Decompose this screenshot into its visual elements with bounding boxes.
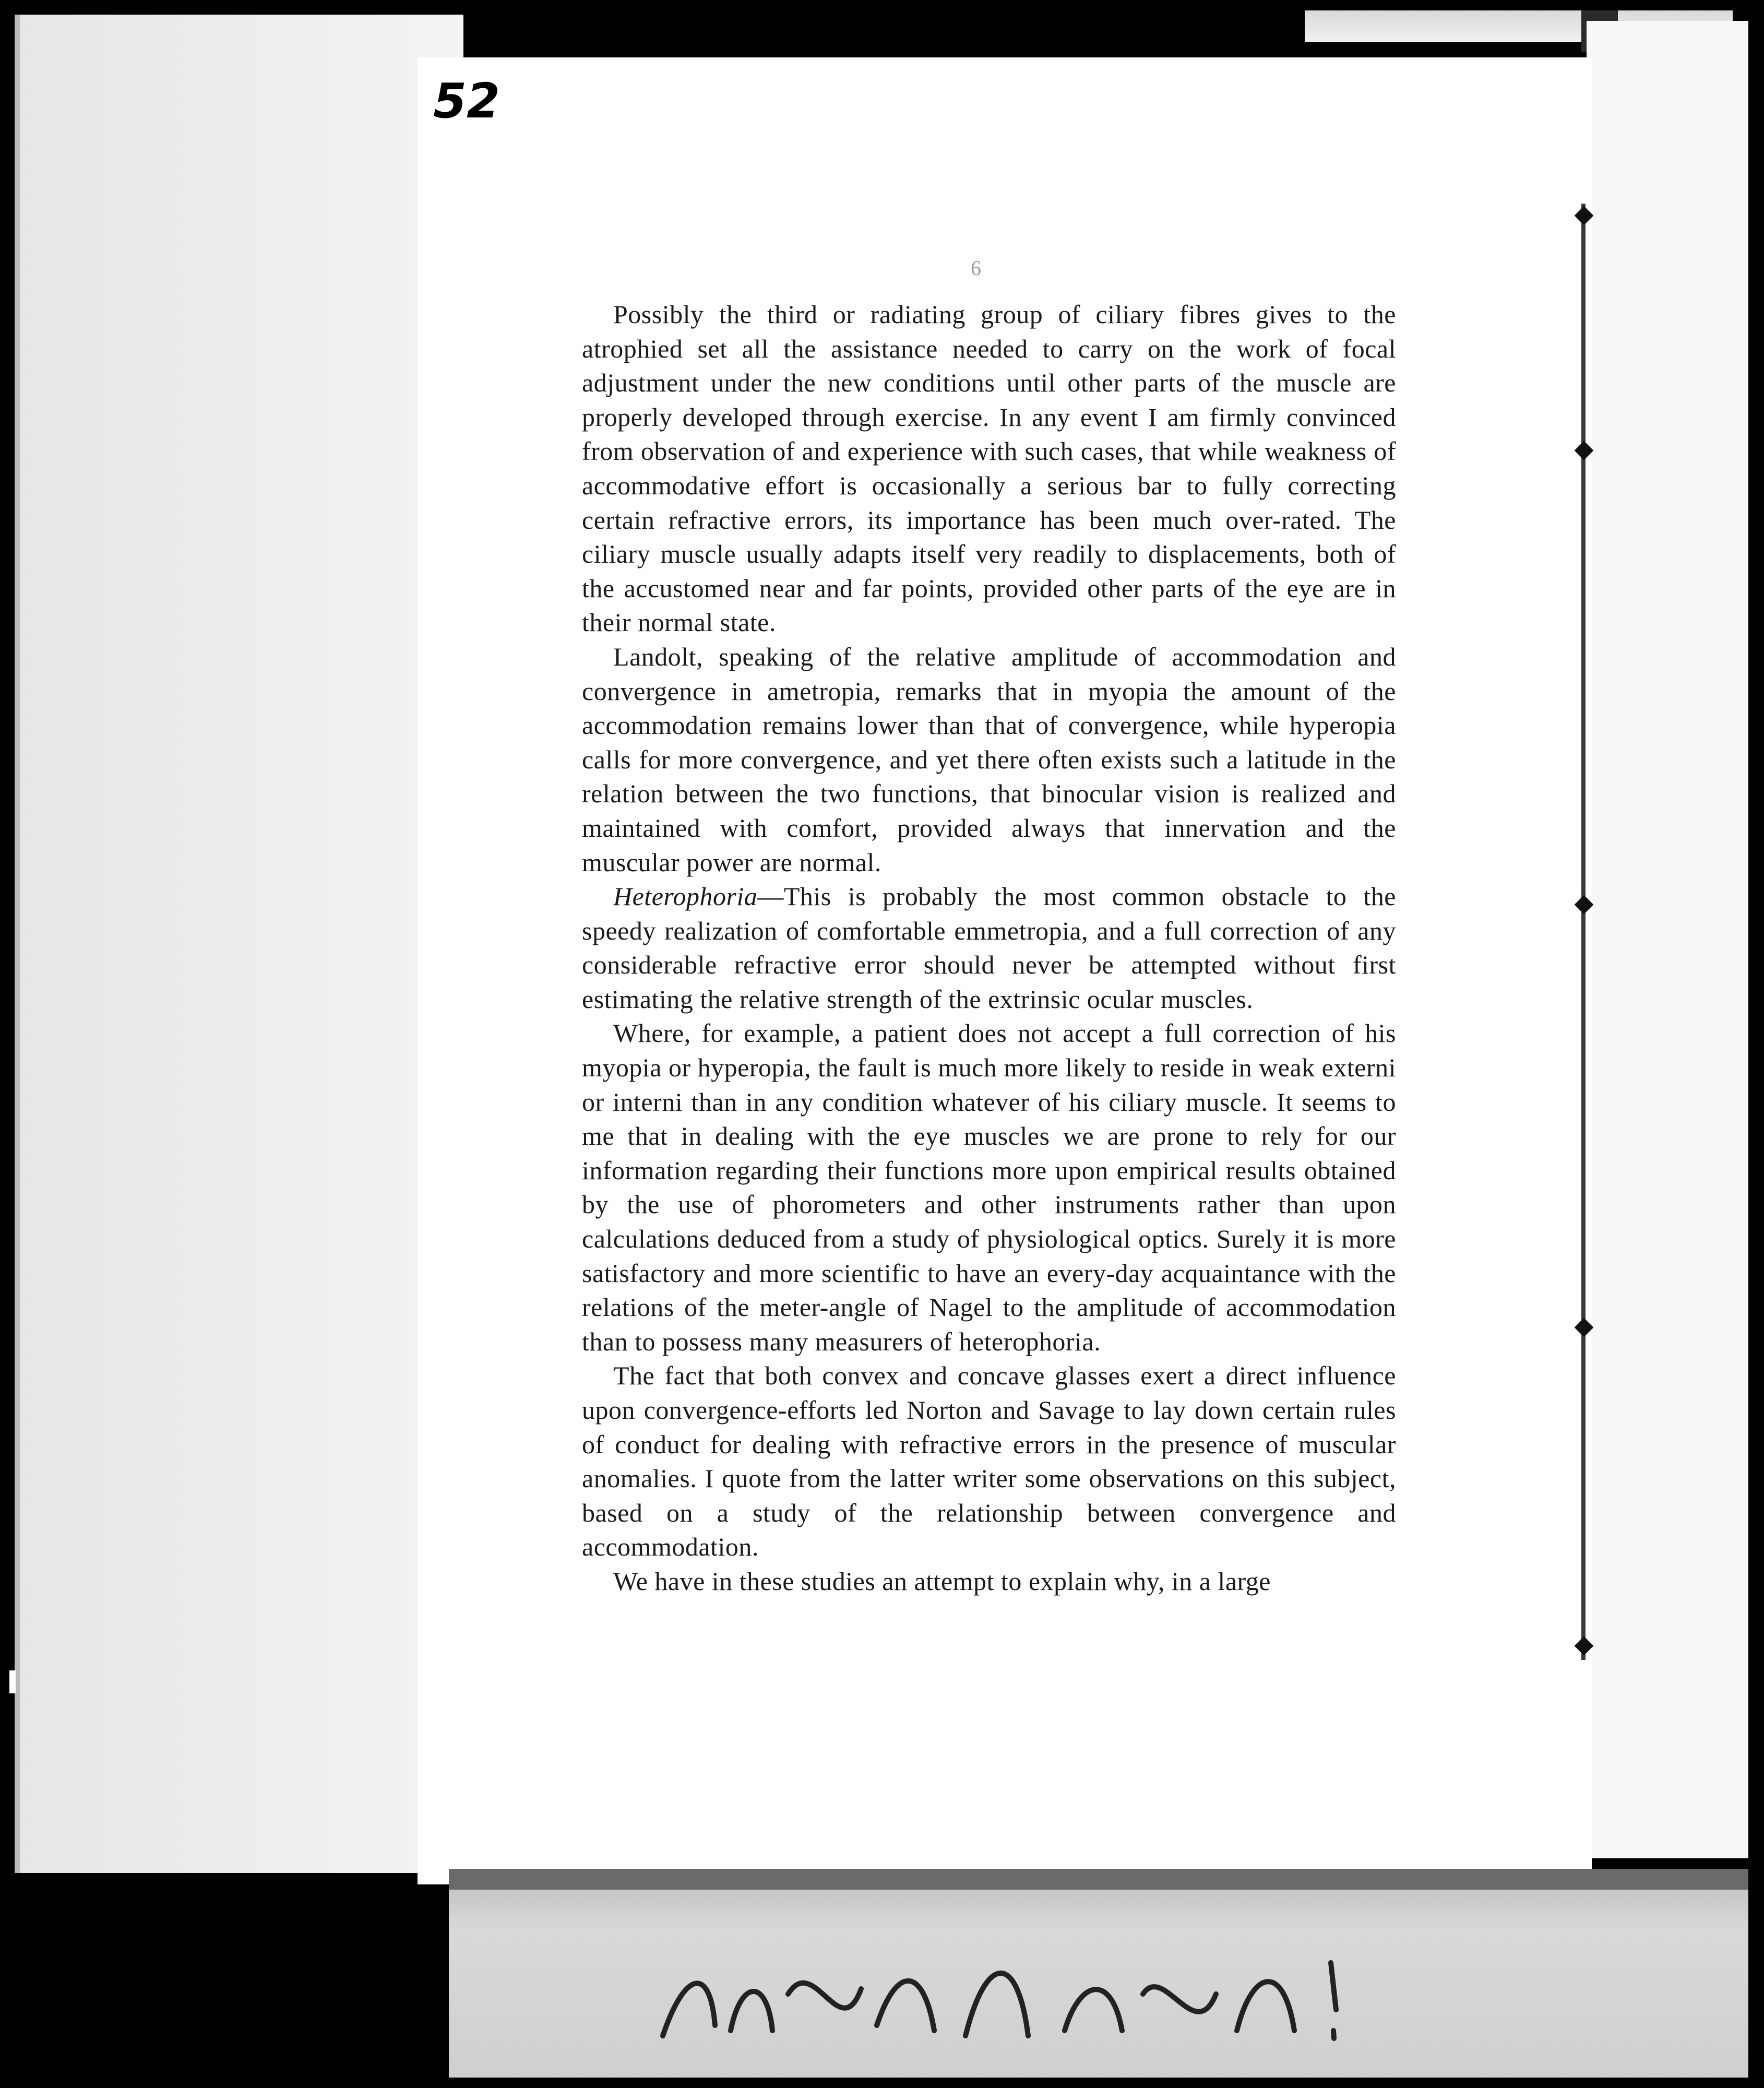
edge-mark — [9, 1670, 16, 1693]
section-lead: Heterophoria — [613, 882, 758, 911]
paragraph-text: We have in these studies an attempt to explain why, in a large — [613, 1566, 1271, 1596]
paragraph-text: Where, for example, a patient does not accept a full correction of his myopia or hyperopia, the fault is much more likely to reside in weak externi or interni than in any condition whatever of his ciliary muscle. It seems to me that in dealing with the eye muscles we are prone to rely for our information regarding their functions more upon empirical results obtained by the use of phorometers and other instruments rather than upon calculations deduced from a study of physiological optics. Surely it is more satisfactory and more scientific to have an every-day acquaintance with the relations of the meter-angle of Nagel to the amplitude of accommodation than to possess many measurers of heterophoria. — [582, 1018, 1396, 1356]
bottom-scan-edge — [449, 1869, 1748, 1890]
body-text — [582, 298, 1396, 1599]
folio-number: 6 — [971, 256, 981, 280]
paragraph-text: Landolt, speaking of the relative amplitude of accommodation and convergence in ametropia, remarks that in myopia the amount of the accommodation remains lower than that of convergence, while hyperopia calls for more convergence, and yet there often exists such a latitude in the relation between the two functions, that binocular vision is realized and maintained with comfort, provided always that innervation and the muscular power are normal. — [582, 642, 1396, 877]
paragraph — [582, 298, 1396, 640]
binding-spine — [1581, 204, 1586, 1660]
handwritten-signature — [652, 1931, 1409, 2051]
paragraph — [582, 1564, 1396, 1599]
paragraph-text: —This is probably the most common obstacle to the speedy realization of comfortable emmetropia, and a full correction of any considerable refractive error should never be attempted without first estimating the relative strength of the extrinsic ocular muscles. — [582, 882, 1396, 1014]
left-margin-strip — [15, 15, 463, 1873]
paragraph — [582, 1016, 1396, 1359]
left-edge — [15, 15, 20, 1873]
paragraph — [582, 640, 1396, 880]
paragraph — [582, 880, 1396, 1016]
handwritten-page-number: 52 — [433, 73, 500, 129]
paragraph — [582, 1359, 1396, 1564]
paragraph-text: Possibly the third or radiating group of ciliary fibres gives to the atrophied set all the assistance needed to carry on the work of focal adjustment under the new conditions until other parts of the muscle are properly developed through exercise. In any event I am firmly convinced from observation of and experience with such cases, that while weakness of accommodative effort is occasionally a serious bar to fully correcting certain refractive errors, its importance has been much over-rated. The ciliary muscle usually adapts itself very readily to displacements, both of the accustomed near and far points, provided other parts of the eye are in their normal state. — [582, 300, 1396, 637]
paragraph-text: The fact that both convex and concave glasses exert a direct influence upon convergence-efforts led Norton and Savage to lay down certain rules of conduct for dealing with refractive errors in the presence of muscular anomalies. I quote from the latter writer some observations on this subject, based on a study of the relationship between convergence and accommodation. — [582, 1361, 1396, 1562]
right-page-edge — [1587, 21, 1748, 1858]
